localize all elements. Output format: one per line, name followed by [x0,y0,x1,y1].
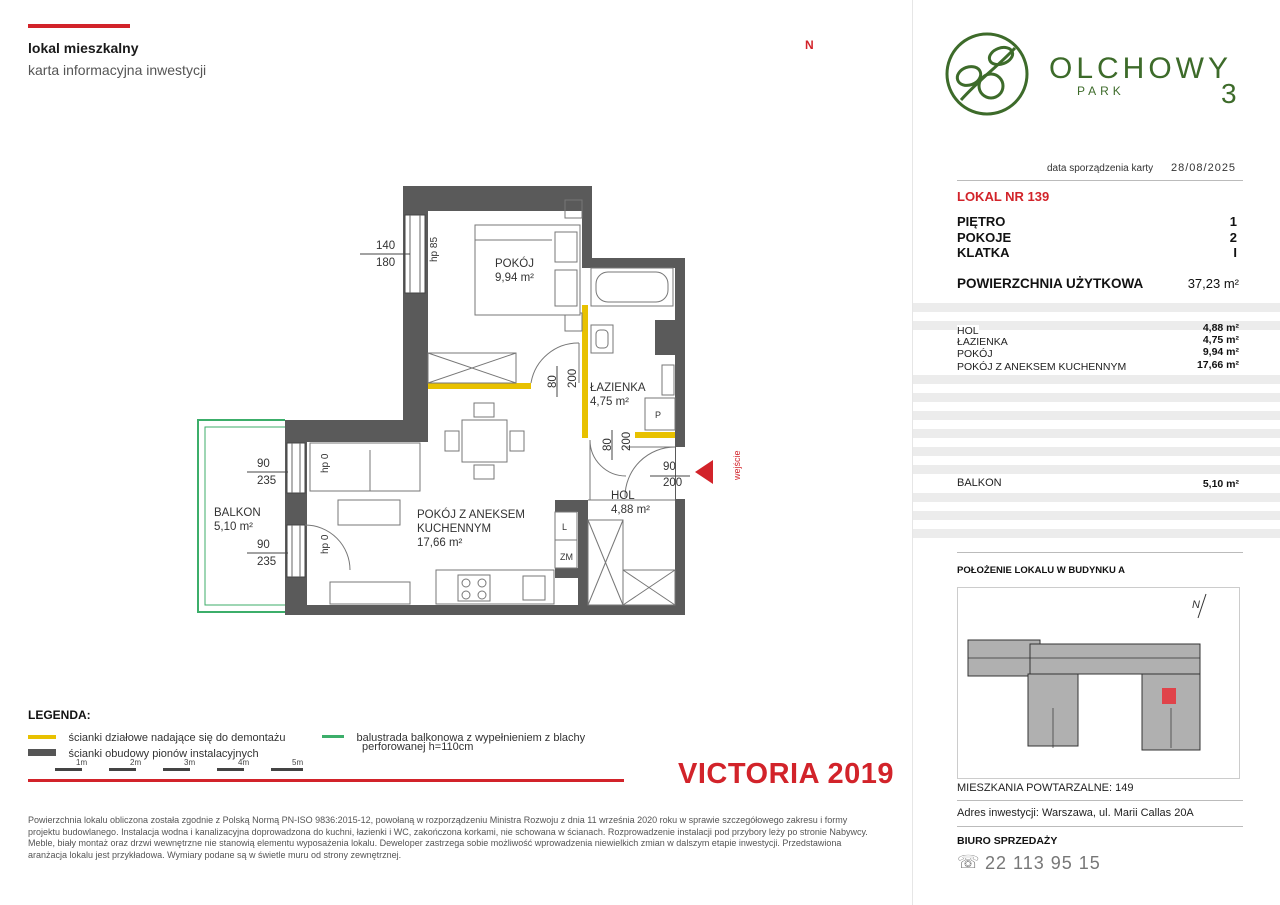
dim-win-bal1-h: 235 [257,475,277,487]
dim-door-pokoj-w: 80 [547,375,559,388]
dim-win-top-h: 180 [376,257,396,269]
brand-park: PARK [1077,84,1125,98]
removable-walls [428,305,675,438]
dim-door-pokoj-h: 200 [567,368,579,388]
label-l: L [562,522,568,532]
room-hol-label: HOL [957,325,979,337]
scale-label-4m: 4m [238,758,250,767]
legend-title: LEGENDA: [28,708,91,722]
balcony-value: 5,10 m² [1202,478,1239,490]
dim-win-bal2-hp: hp 0 [320,534,331,554]
entrance-arrow-icon [695,460,713,484]
developer-logo: VICTORIA 2019 [678,758,895,790]
unit-location-marker [1162,688,1176,704]
label-zm: ZM [560,552,573,562]
sales-title: BIURO SPRZEDAŻY [957,835,1058,847]
label-p: P [655,410,662,420]
legend-swatch-grey [28,749,56,756]
dim-win-bal2-w: 90 [257,539,270,551]
dim-door-ent-w: 90 [663,461,676,473]
room-pokoj-area: 9,94 m² [495,272,534,284]
entrance-label: wejście [732,450,742,480]
brand-number: 3 [1221,78,1237,109]
dim-win-top-hp: hp 85 [429,236,440,262]
legend [28,708,628,722]
dim-door-laz-h: 200 [621,431,633,451]
unit-area-value: 37,23 m² [1187,276,1239,291]
room-aneks-name-1: POKÓJ Z ANEKSEM [417,509,525,521]
building-map [957,587,1240,779]
phone-icon: ☏ [957,852,980,872]
map-north-label: N [1192,599,1200,611]
room-lazienka-name: ŁAZIENKA [590,382,646,394]
card-date-value: 28/08/2025 [1171,162,1237,174]
room-pokoj-value: 9,94 m² [1202,346,1239,358]
legend-item-removable-text: ścianki działowe nadające się do demontażu [68,732,286,744]
unit-floor-value: 1 [1229,214,1237,229]
footnote [28,815,888,861]
unit-floor-label: PIĘTRO [957,214,1006,229]
unit-stair-value: I [1233,245,1237,260]
location-title: POŁOŻENIE LOKALU W BUDYNKU A [957,565,1126,576]
page-title: lokal mieszkalny [28,40,139,56]
footnote-line-2: projektu budowlanego. Instalacja wodna i kanalizacyjna doprowadzona do kuchni, łazienki i WC, zakończona korkami, nie schowana w ścianach. Rozprowadzenie instalacji pod przybory leży po stronie Nabywcy. [28,826,868,837]
room-lazienka-area: 4,75 m² [590,396,629,408]
dim-win-bal1-hp: hp 0 [320,453,331,473]
scale-label-3m: 3m [184,758,196,767]
room-aneks-name-2: KUCHENNYM [417,523,492,535]
legend-swatch-green [322,735,344,738]
room-hol-value: 4,88 m² [1202,322,1239,334]
card-date-label: data sporządzenia karty [1047,163,1154,174]
unit-stair-label: KLATKA [957,245,1010,260]
room-balkon-area: 5,10 m² [214,521,253,533]
legend-item-railing-text2: perforowanej h=110cm [362,741,474,753]
dim-door-laz-w: 80 [602,438,614,451]
dim-win-top-w: 140 [376,240,396,252]
room-lazienka-value: 4,75 m² [1202,334,1239,346]
footer-divider [28,779,624,782]
bed [475,225,580,315]
unit-area-label: POWIERZCHNIA UŻYTKOWA [957,276,1144,291]
footnote-line-1: Powierzchnia lokalu obliczona została zgodnie z Polską Normą PN-ISO 9836:2015-12, powołaną w rozporządzeniu Ministra Rozwoju z dnia 11 września 2020 roku w sprawie szczegółowego zakresu i formy [28,815,848,825]
dim-win-bal1-w: 90 [257,458,270,470]
scale-label-2m: 2m [130,758,142,767]
scale-bar [28,758,303,772]
page-subtitle: karta informacyjna inwestycji [28,62,207,78]
header-accent-bar [28,24,130,28]
scale-label-1m: 1m [76,758,88,767]
dim-door-ent-h: 200 [663,477,683,489]
unit-rooms-value: 2 [1229,230,1237,245]
balcony-label: BALKON [957,477,1002,489]
room-hol-name: HOL [611,490,635,502]
legend-swatch-yellow [28,735,56,739]
address-label: Adres inwestycji: Warszawa, ul. Marii Callas 20A [957,807,1194,819]
footnote-line-3: Meble, biały montaż oraz drzwi wewnętrzne nie stanowią elementu wyposażenia lokalu. Deweloper zastrzega sobie możliwość wprowadzenia niewielkich zmian w dalszym etapie inwestycji. Przedstawiona [28,838,842,848]
floor-plan [190,30,750,630]
scale-label-5m: 5m [292,758,304,767]
room-aneks-value: 17,66 m² [1196,359,1239,371]
room-pokoj-label: POKÓJ [957,348,993,360]
north-label: N [805,38,814,52]
unit-rooms-label: POKOJE [957,230,1012,245]
sales-phone[interactable]: 22 113 95 15 [985,853,1101,873]
dining-table [445,403,524,479]
brand-name: OLCHOWY [1049,52,1233,85]
unit-heading: LOKAL NR 139 [957,189,1050,204]
room-hol-area: 4,88 m² [611,504,650,516]
olchowy-leaf-logo-icon [941,28,1037,118]
room-pokoj-name: POKÓJ [495,258,534,270]
footnote-line-4: aranżacja lokalu jest przykładowa. Wymiary podane są w świetle muru od strony zewnętrznej. [28,849,402,860]
room-lazienka-label: ŁAZIENKA [957,336,1008,348]
legend-item-shaft-text: ścianki obudowy pionów instalacyjnych [68,748,259,760]
room-aneks-label: POKÓJ Z ANEKSEM KUCHENNYM [957,361,1127,373]
room-aneks-area: 17,66 m² [417,537,463,549]
info-sidebar [912,0,1280,905]
legend-item-railing-text: balustrada balkonowa z wypełnieniem z blachy [356,732,586,744]
repeat-units-label: MIESZKANIA POWTARZALNE: 149 [957,782,1134,794]
room-balkon-name: BALKON [214,507,261,519]
dim-win-bal2-h: 235 [257,556,277,568]
